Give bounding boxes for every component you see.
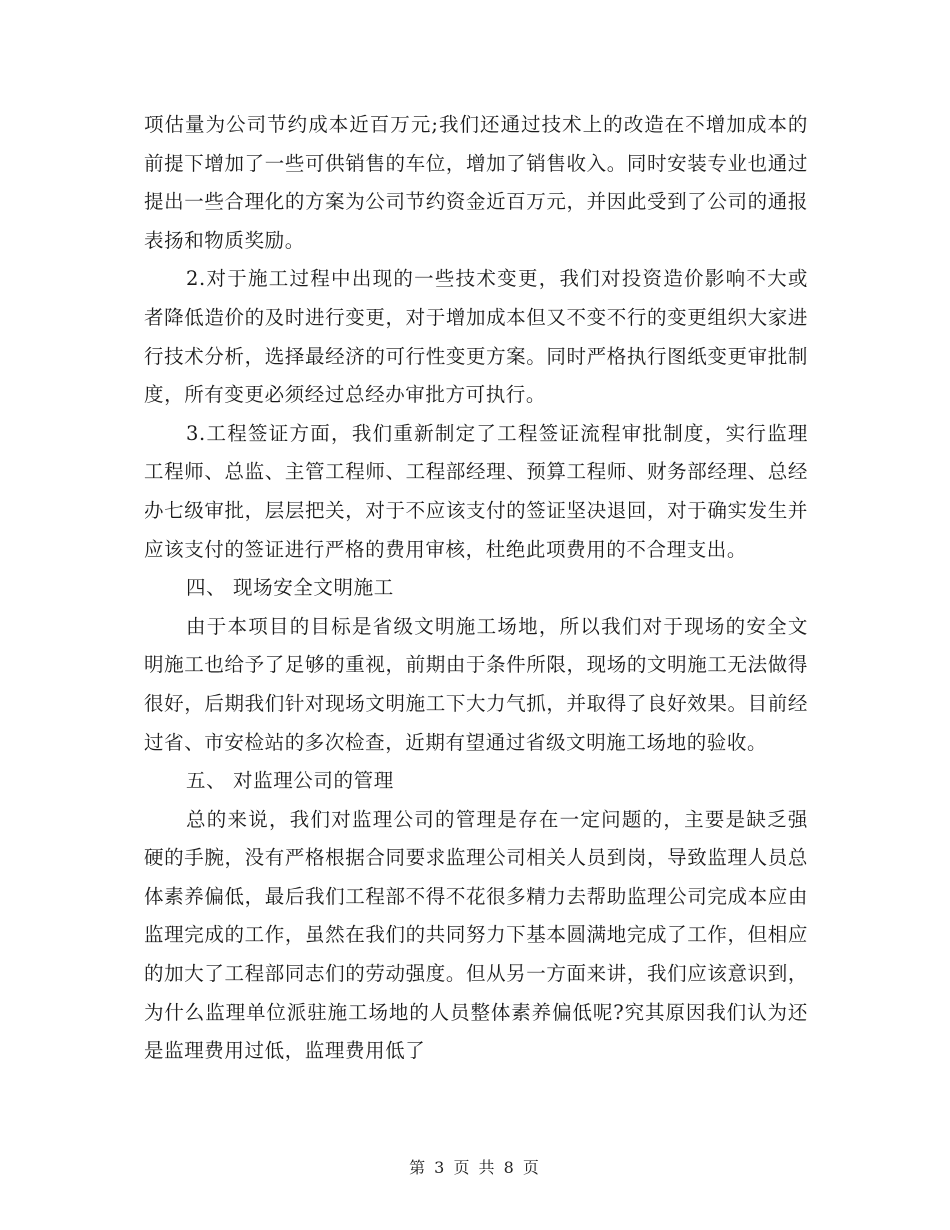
paragraph-technical-changes: 2.对于施工过程中出现的一些技术变更，我们对投资造价影响不大或者降低造价的及时进行变更，对于增加成本但又不变不行的变更组织大家进行技术分析，选择最经济的可行性变更方案。同时严格执行图纸变更审批制度，所有变更必须经过总经办审批方可执行。 [144, 267, 808, 407]
paragraph-engineering-visa: 3.工程签证方面，我们重新制定了工程签证流程审批制度，实行监理工程师、总监、主管工程师、工程部经理、预算工程师、财务部经理、总经办七级审批，层层把关，对于不应该支付的签证坚决退回，对于确实发生并应该支付的签证进行严格的费用审核，杜绝此项费用的不合理支出。 [144, 421, 808, 561]
paragraph-supervision: 总的来说，我们对监理公司的管理是存在一定问题的，主要是缺乏强硬的手腕，没有严格根据合同要求监理公司相关人员到岗，导致监理人员总体素养偏低，最后我们工程部不得不花很多精力去帮助监理公司完成本应由监理完成的工作，虽然在我们的共同努力下基本圆满地完成了工作，但相应的加大了工程部同志们的劳动强度。但从另一方面来讲，我们应该意识到，为什么监理单位派驻施工场地的人员整体素养偏低呢?究其原因我们认为还是监理费用过低，监理费用低了 [144, 807, 808, 1063]
paragraph-safety: 由于本项目的目标是省级文明施工场地，所以我们对于现场的安全文明施工也给予了足够的重视，前期由于条件所限，现场的文明施工无法做得很好，后期我们针对现场文明施工下大力气抓，并取得了良好效果。目前经过省、市安检站的多次检查，近期有望通过省级文明施工场地的验收。 [144, 614, 808, 754]
paragraph-cost-savings: 项估量为公司节约成本近百万元;我们还通过技术上的改造在不增加成本的前提下增加了一些可供销售的车位，增加了销售收入。同时安装专业也通过提出一些合理化的方案为公司节约资金近百万元，并因此受到了公司的通报表扬和物质奖励。 [144, 113, 808, 252]
section-heading-supervision: 五、 对监理公司的管理 [186, 769, 394, 793]
section-heading-safety: 四、 现场安全文明施工 [186, 576, 394, 600]
page-number-footer: 第 3 页 共 8 页 [409, 1158, 541, 1177]
document-body [144, 106, 808, 1071]
